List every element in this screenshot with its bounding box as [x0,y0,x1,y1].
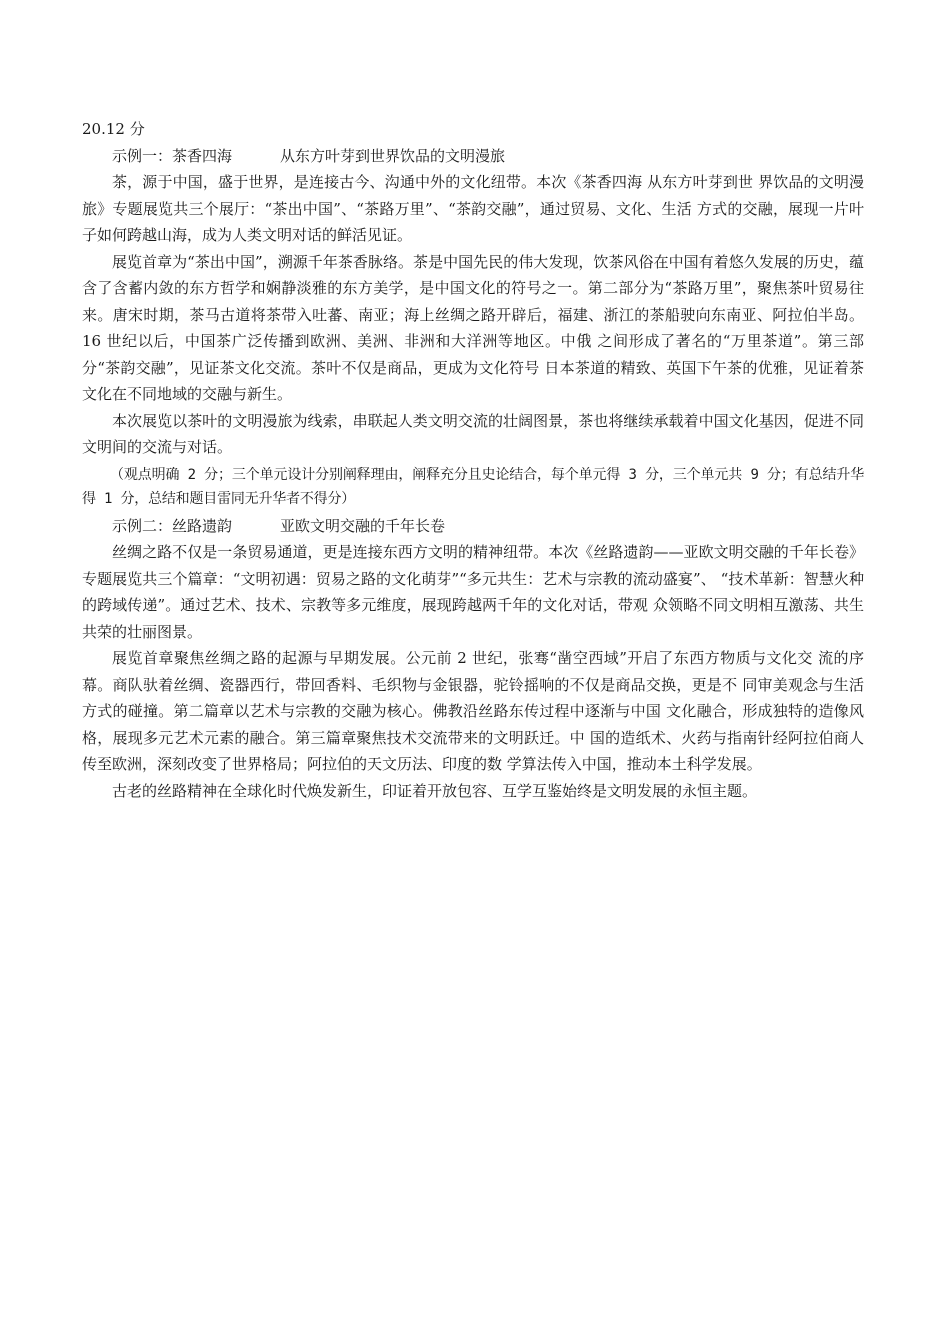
example2-paragraph: 古老的丝路精神在全球化时代焕发新生，印证着开放包容、互学互鉴始终是文明发展的永恒主题。 [112,781,758,800]
example1-paragraph: 本次展览以茶叶的文明漫旅为线索，串联起人类文明交流的壮阔图景，茶也将继续承载着中国文化基因，促进不同文明间的交流与对话。 [82,411,864,456]
example2-title [82,513,864,540]
example2-title-prefix: 示例二：丝路遗韵 [112,516,233,535]
example1-paragraph: 茶，源于中国，盛于世界，是连接古今、沟通中外的文化纽带。本次《茶香四海 从东方叶芽到世 界饮品的文明漫旅》专题展览共三个展厅：“茶出中国”、“茶路万里”、“茶韵交融”，通过贸易、文化、生活 方式的交融，展现一片叶子如何跨越山海，成为人类文明对话的鲜活见证。 [82,173,864,244]
example1-title [82,143,864,170]
example2-paragraph: 展览首章聚焦丝绸之路的起源与早期发展。公元前 2 世纪，张骞“凿空西域”开启了东西方物质与文化交 流的序幕。商队驮着丝绸、瓷器西行，带回香料、毛织物与金银器，驼铃摇响的不仅是商品交换，更是不 同审美观念与生活方式的碰撞。第二篇章以艺术与宗教的交融为核心。佛教沿丝路东传过程中逐渐与中国 文化融合，形成独特的造像风格，展现多元艺术元素的融合。第三篇章聚焦技术交流带来的文明跃迁。中 国的造纸术、火药与指南针经阿拉伯商人传至欧洲，深刻改变了世界格局；阿拉伯的天文历法、印度的数 学算法传入中国，推动本土科学发展。 [82,649,864,773]
scoring-note: （观点明确 2 分；三个单元设计分别阐释理由，阐释充分且史论结合，每个单元得 3 分，三个单元共 9 分；有总结升华得 1 分，总结和题目雷同无升华者不得分） [82,466,864,507]
example2-paragraph: 丝绸之路不仅是一条贸易通道，更是连接东西方文明的精神纽带。本次《丝路遗韵——亚欧文明交融的千年长卷》专题展览共三个篇章：“文明初遇：贸易之路的文化萌芽”“多元共生：艺术与宗教的流动盛宴”、 “技术革新：智慧火种的跨域传递”。通过艺术、技术、宗教等多元维度，展现跨越两千年的文化对话，带观 众领略不同文明相互激荡、共生共荣的壮丽图景。 [82,543,864,641]
example2-title-suffix: 亚欧文明交融的千年长卷 [280,516,446,535]
example1-title-prefix: 示例一：茶香四海 [112,146,233,165]
example1-title-suffix: 从东方叶芽到世界饮品的文明漫旅 [280,146,506,165]
answer-document [82,116,864,804]
question-heading: 20.12 分 [82,120,145,138]
example1-paragraph: 展览首章为“茶出中国”，溯源千年茶香脉络。茶是中国先民的伟大发现，饮茶风俗在中国有着悠久发展的历史，蕴含了含蓄内敛的东方哲学和娴静淡雅的东方美学，是中国文化的符号之一。第二部分为“茶路万里”，聚焦茶叶贸易往来。唐宋时期，茶马古道将茶带入吐蕃、南亚；海上丝绸之路开辟后，福建、浙江的茶船驶向东南亚、阿拉伯半岛。16 世纪以后，中国茶广泛传播到欧洲、美洲、非洲和大洋洲等地区。中俄 之间形成了著名的“万里茶道”。第三部分“茶韵交融”，见证茶文化交流。茶叶不仅是商品，更成为文化符号 日本茶道的精致、英国下午茶的优雅，见证着茶文化在不同地域的交融与新生。 [82,252,864,403]
